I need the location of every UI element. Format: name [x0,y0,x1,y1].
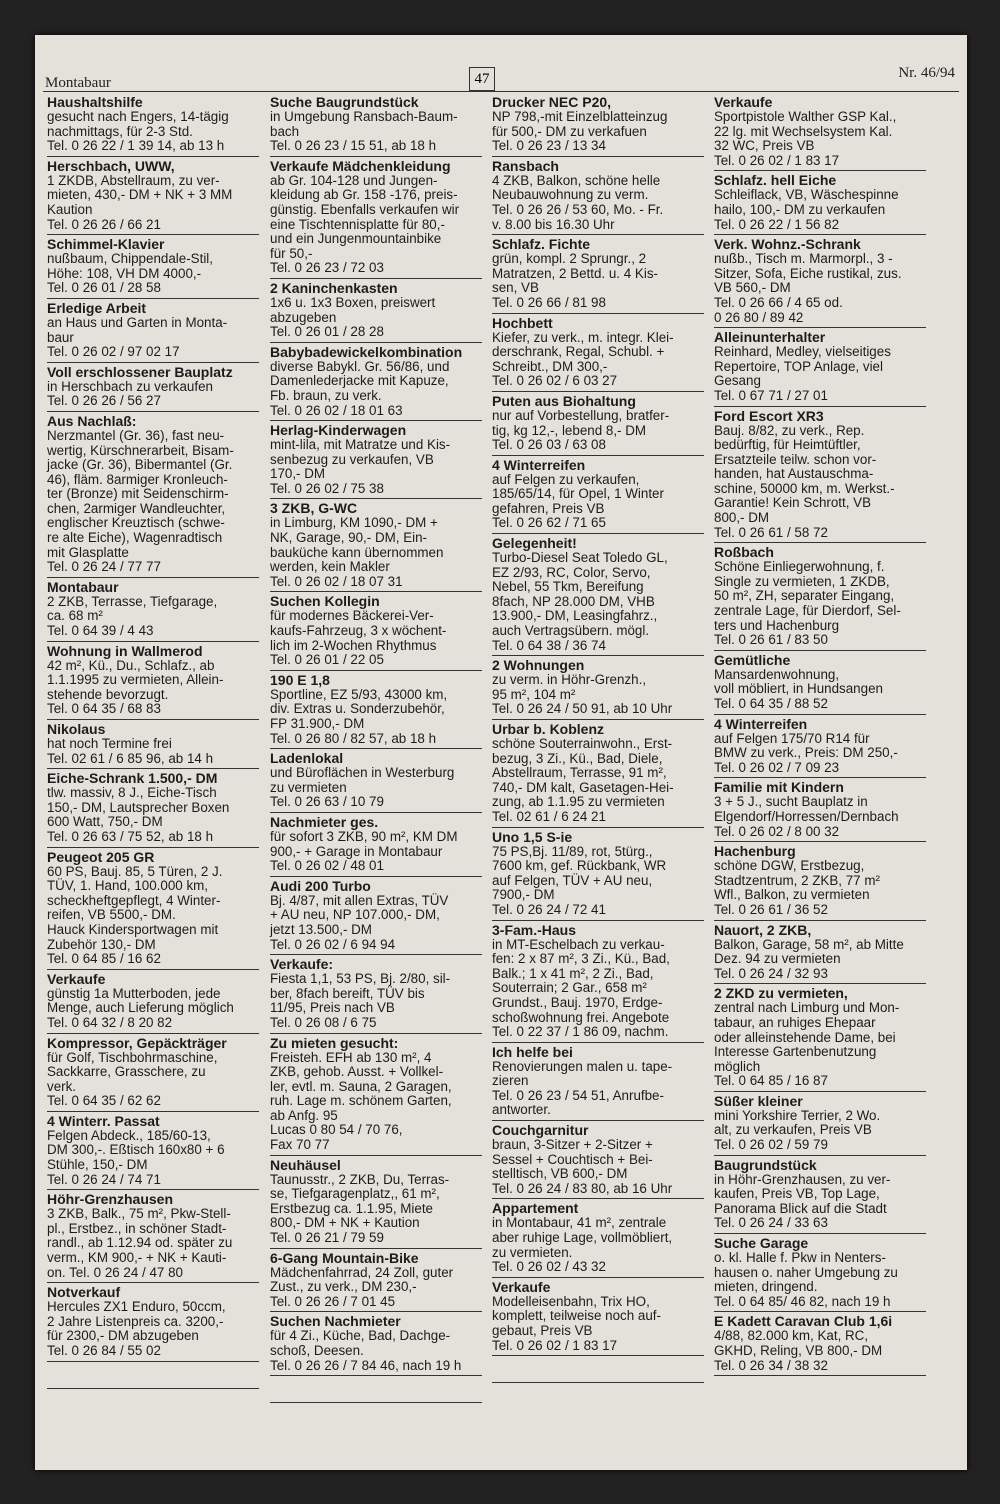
classified-ad [270,159,482,279]
ad-text: Bauj. 8/82, zu verk., Rep. bedürftig, für Heimtüftler, Ersatzteile teilw. schon vor- handen, hat Austauschma- schine, 50000 km, m. Werkst.- Garantie! Kein Schrott, VB 800,- DM [714,422,895,526]
ad-text: o. kl. Halle f. Pkw in Nenters- hausen o. naher Umgebung zu mieten, dringend. [714,1250,898,1295]
ad-headline: Alleinunterhalter [714,329,826,346]
classified-ad [492,722,704,828]
ad-phone: Tel. 0 26 26 / 56 27 [47,393,161,409]
classified-ad [270,281,482,343]
ad-headline: Schlafz. Fichte [492,236,591,253]
classified-ad [714,1094,926,1156]
ad-text: Modelleisenbahn, Trix HO, komplett, teilweise noch auf- gebaut, Preis VB [492,1293,661,1338]
ad-phone: Tel. 0 64 85 / 16 87 [714,1073,828,1089]
ad-phone: Tel. 0 26 63 / 75 52, ab 18 h [47,828,214,844]
classified-ad [47,365,259,412]
ad-text: und Büroflächen in Westerburg zu vermieten [270,765,455,795]
ad-phone: Tel. 0 26 02 / 59 79 [714,1137,828,1153]
ad-phone: Tel. 0 26 02 / 97 02 17 [47,344,180,360]
classified-ad [270,957,482,1033]
classified-ad [714,717,926,779]
ad-phone: Tel. 0 26 02 / 6 03 27 [492,373,618,389]
ad-headline: Suche Garage [714,1235,809,1252]
classified-ad [492,830,704,921]
classified-column-4 [714,95,926,1378]
classified-ad [47,850,259,970]
ad-text: Fiesta 1,1, 53 PS, Bj. 2/80, sil- ber, 8fach bereift, TÜV bis 11/95, Preis nach VB [270,971,451,1016]
classified-ad [47,1114,259,1190]
ad-headline: Aus Nachlaß: [47,412,137,429]
ad-phone: Tel. 0 64 35 / 88 52 [714,696,828,711]
classified-ad [714,409,926,544]
ad-text: 75 PS,Bj. 11/89, rot, 5türg., 7600 km, gef. Rückbank, WR auf Felgen, TÜV + AU neu, 7900,- DM [492,843,667,903]
ad-phone: Tel. 0 26 26 / 7 01 45 [270,1293,396,1309]
ad-phone: Tel. 0 26 02 / 43 32 [492,1259,606,1275]
classified-ad [492,1280,704,1356]
ad-text: für modernes Bäckerei-Ver- kaufs-Fahrzeug, 3 x wöchent- lich im 2-Wochen Rhythmus [270,608,447,653]
classified-ad [47,722,259,769]
ad-headline: Verkaufe: [270,956,334,973]
section-title: Montabaur [45,75,111,91]
ad-phone: Tel. 0 26 01 / 22 05 [270,652,384,668]
ad-text: 3 + 5 J., sucht Bauplatz in Elgendorf/Horressen/Dernbach [714,794,899,824]
ad-phone: Tel. 0 26 26 / 7 84 46, nach 19 h [270,1357,462,1373]
classified-ad [714,844,926,920]
classified-ad [714,1158,926,1234]
ad-text: Sportpistole Walther GSP Kal., 22 lg. mit Wechselsystem Kal. 32 WC, Preis VB [714,109,897,154]
ad-headline: Familie mit Kindern [714,779,844,796]
ad-headline: Notverkauf [47,1284,121,1301]
ad-text: schöne DGW, Erstbezug, Stadtzentrum, 2 ZKB, 77 m² Wfl., Balkon, zu vermieten [714,858,880,903]
ad-text: Sportline, EZ 5/93, 43000 km, div. Extras u. Sonderzubehör, FP 31.900,- DM [270,686,448,731]
ad-text: Schleiflack, VB, Wäschespinne hailo, 100,- DM zu verkaufen [714,187,899,217]
empty-ad-slot [492,1358,704,1383]
ad-text: Freisteh. EFH ab 130 m², 4 ZKB, gehob. Ausst. + Vollkel- ler, evtl. m. Sauna, 2 Garagen, ruh. Lage m. schönem Garten, ab Anfg. 95 Lucas 0 80 54 / 70 76, Fax 70 77 [270,1049,452,1153]
ad-phone: Tel. 0 26 61 / 58 72 [714,524,828,540]
ad-phone: Tel. 0 26 61 / 83 50 [714,632,828,648]
classified-ad [270,751,482,813]
ad-phone: Tel. 02 61 / 6 85 96, ab 14 h [47,750,214,766]
ad-text: Reinhard, Medley, vielseitiges Repertoire, TOP Anlage, viel Gesang [714,344,891,389]
ad-phone: Tel. 0 26 08 / 6 75 [270,1014,377,1030]
classified-ad [492,1201,704,1277]
ad-phone: Tel. 0 64 38 / 36 74 [492,637,606,653]
classified-ad [270,1158,482,1249]
ad-text: für 4 Zi., Küche, Bad, Dachge- schoß, Deesen. [270,1328,451,1358]
ad-text: Renovierungen malen u. tape- zieren Tel. 0 26 23 / 54 51, Anrufbe- antworter. [492,1058,673,1118]
ad-phone: Tel. 0 26 23 / 15 51, ab 18 h [270,138,437,154]
ad-phone: Tel. 0 22 37 / 1 86 09, nachm. [492,1024,669,1040]
ad-headline: 190 E 1,8 [270,671,330,688]
ad-headline: 4 Winterreifen [492,456,586,473]
ad-phone: Tel. 0 64 35 / 68 83 [47,701,161,717]
ad-text: 4 ZKB, Balkon, schöne helle Neubauwohnung zu verm. Tel. 0 26 26 / 53 60, Mo. - Fr. v. 8.00 bis 16.30 Uhr [492,172,664,232]
ad-text: zentral nach Limburg und Mon- tabaur, an ruhiges Ehepaar oder alleinstehende Dame, bei Interesse Gartenbenutzung möglich [714,1000,900,1074]
ad-headline: Schlafz. hell Eiche [714,172,837,189]
classified-ad [270,423,482,499]
ad-headline: 2 ZKD zu vermieten, [714,985,848,1002]
ad-text: 1 ZKDB, Abstellraum, zu ver- mieten, 430,- DM + NK + 3 MM Kaution [47,172,233,217]
ad-text: braun, 3-Sitzer + 2-Sitzer + Sessel + Couchtisch + Bei- stelltisch, VB 600,- DM [492,1137,653,1182]
ad-phone: Tel. 0 26 21 / 79 59 [270,1230,384,1246]
classified-ad [270,815,482,877]
ad-text: Turbo-Diesel Seat Toledo GL, EZ 2/93, RC, Color, Servo, Nebel, 55 Tkm, Bereifung 8fach, NP 28.000 DM, VHB 13.900,- DM, Leasingfahrz., auch Vertragsübern. mögl. [492,550,668,639]
classified-ad [714,237,926,328]
ad-text: nußb., Tisch m. Marmorpl., 3 - Sitzer, Sofa, Eiche rustikal, zus. VB 560,- DM Tel. 0 26 66 / 4 65 od. [714,251,902,310]
ad-headline: Peugeot 205 GR [47,848,155,865]
classified-ad [47,580,259,642]
ad-headline: Hochbett [492,314,553,331]
ad-headline: Appartement [492,1200,579,1217]
ad-text: nur auf Vorbestellung, bratfer- tig, kg 12,-, lebend 8,- DM [492,407,670,438]
classified-ad [492,458,704,534]
ad-headline: Gemütliche [714,651,791,668]
issue-number: Nr. 46/94 [898,65,955,81]
ad-text: mint-lila, mit Matratze und Kis- senbezug zu verkaufen, VB 170,- DM [270,437,451,482]
ad-headline: Puten aus Biohaltung [492,392,636,409]
classified-ad [47,95,259,157]
ad-headline: Voll erschlossener Bauplatz [47,363,233,380]
ad-text: 1x6 u. 1x3 Boxen, preiswert abzugeben [270,294,436,325]
ad-text: tlw. massiv, 8 J., Eiche-Tisch 150,- DM, Lautsprecher Boxen 600 Watt, 750,- DM [47,785,230,830]
ad-headline: 4 Winterreifen [714,715,808,732]
ad-headline: Ford Escort XR3 [714,407,824,424]
ad-phone: Tel. 0 26 02 / 7 09 23 [714,759,840,775]
classified-ad [47,972,259,1034]
classified-column-3 [492,95,704,1385]
ad-phone: Tel. 0 26 24 / 33 63 [714,1215,828,1231]
classified-ad [47,414,259,578]
ad-phone: Tel. 0 64 85 / 16 62 [47,951,161,967]
classified-ad [270,95,482,157]
ad-headline: Nachmieter ges. [270,813,379,830]
ad-text: Felgen Abdeck., 185/60-13, DM 300,-. Eßtisch 160x80 + 6 Stühle, 150,- DM [47,1127,225,1173]
ad-headline: Höhr-Grenzhausen [47,1191,174,1208]
ad-text: gesucht nach Engers, 14-tägig nachmittags, für 2-3 Std. [47,109,229,139]
ad-headline: Suche Baugrundstück [270,94,419,110]
ad-text: in Montabaur, 41 m², zentrale aber ruhige Lage, vollmöbliert, zu vermieten. [492,1215,673,1260]
ad-headline: Erledige Arbeit [47,299,147,316]
ad-phone: Tel. 0 26 03 / 63 08 [492,437,606,453]
ad-text: nußbaum, Chippendale-Stil, Höhe: 108, VH DM 4000,- [47,251,213,281]
classified-ad [714,1236,926,1312]
ad-text: in Höhr-Grenzhausen, zu ver- kaufen, Preis VB, Top Lage, Panorama Blick auf die Stadt [714,1171,891,1216]
ad-headline: Nikolaus [47,721,106,737]
classified-ad [714,330,926,406]
classified-ad [492,316,704,392]
ad-phone: Tel. 0 26 24 / 83 80, ab 16 Uhr [492,1180,673,1196]
ad-phone: Tel. 0 26 02 / 6 94 94 [270,936,396,952]
ad-phone: Tel. 0 26 02 / 18 01 63 [270,402,403,418]
classified-ad [714,780,926,842]
ad-headline: Hachenburg [714,843,796,860]
classified-ad [270,1314,482,1376]
ad-text: Hercules ZX1 Enduro, 50ccm, 2 Jahre Listenpreis ca. 3200,- für 2300,- DM abzugeben [47,1299,226,1344]
ad-text: in Umgebung Ransbach-Baum- bach [270,109,458,139]
ad-phone: Tel. 0 26 34 / 38 32 [714,1357,828,1373]
classified-ad [492,1045,704,1121]
ad-phone: Tel. 0 26 24 / 74 71 [47,1171,161,1187]
ad-phone: Tel. 0 26 61 / 36 52 [714,901,828,917]
classified-ad [714,1314,926,1376]
ad-text: in Herschbach zu verkaufen [47,378,213,394]
ad-text: NP 798,-mit Einzelblatteinzug für 500,- DM zu verkafuen [492,109,668,139]
classified-ad [47,159,259,235]
ad-phone: Tel. 0 26 24 / 77 77 [47,559,161,575]
ad-headline: Verkaufe [47,970,106,987]
ad-headline: 3 ZKB, G-WC [270,500,358,517]
classified-ad [714,653,926,715]
ad-headline: Gelegenheit! [492,535,577,552]
ad-text: auf Felgen 175/70 R14 für BMW zu verk., Preis: DM 250,- [714,730,898,761]
classified-ad [270,345,482,421]
ad-text: für Golf, Tischbohrmaschine, Sackkarre, Grasschere, zu verk. [47,1049,218,1094]
ad-phone: Tel. 0 26 23 / 72 03 [270,260,384,276]
classified-ad [492,923,704,1043]
classified-ad [714,173,926,235]
ad-text: 2 ZKB, Terrasse, Tiefgarage, ca. 68 m² [47,593,218,624]
ad-text: Mädchenfahrrad, 24 Zoll, guter Zust., zu verk., DM 230,- [270,1264,454,1295]
classified-ad [492,95,704,157]
classified-ad [714,986,926,1092]
ad-headline: Verkaufe [492,1278,551,1295]
classified-ad [47,1036,259,1112]
ad-headline: Roßbach [714,544,774,561]
classified-ad [492,159,704,235]
ad-headline: 4 Winterr. Passat [47,1112,160,1129]
ad-phone: Tel. 0 26 84 / 55 02 [47,1343,161,1358]
ad-text: Kiefer, zu verk., m. integr. Klei- derschrank, Regal, Schubl. + Schreibt., DM 300,- [492,329,674,374]
ad-phone: Tel. 0 26 66 / 81 98 [492,294,606,310]
ad-text: für sofort 3 ZKB, 90 m², KM DM 900,- + Garage in Montabaur [270,828,458,859]
ad-headline: Ransbach [492,157,559,174]
ad-phone: Tel. 0 64 32 / 8 20 82 [47,1014,173,1030]
ad-phone: Tel. 0 26 02 / 1 83 17 [714,152,840,168]
classified-ad [492,536,704,656]
ad-phone: Tel. 0 64 85/ 46 82, nach 19 h [714,1293,891,1309]
ad-headline: Suchen Nachmieter [270,1313,401,1330]
ad-text: Schöne Einliegerwohnung, f. Single zu vermieten, 1 ZKDB, 50 m², ZH, separater Eingang, zentrale Lage, für Dierdorf, Sel- ters und Hachenburg [714,559,901,633]
ad-headline: Urbar b. Koblenz [492,721,605,737]
ad-headline: Ich helfe bei [492,1043,573,1060]
classified-ad [47,771,259,847]
classified-ad [492,658,704,720]
ad-headline: Haushaltshilfe [47,94,143,110]
ad-headline: Nauort, 2 ZKB, [714,921,812,938]
ad-phone: Tel. 0 26 01 / 28 28 [270,324,384,340]
ad-headline: Eiche-Schrank 1.500,- DM [47,770,218,787]
ad-text: Mansardenwohnung, voll möbliert, in Hundsangen [714,666,883,697]
ad-headline: Babybadewickelkombination [270,343,463,360]
classified-ad [47,237,259,299]
newspaper-page [35,35,967,1470]
ad-text: günstig 1a Mutterboden, jede Menge, auch Lieferung möglich [47,985,234,1016]
ad-headline: 3-Fam.-Haus [492,921,577,938]
classified-ad [714,923,926,985]
ad-phone: Tel. 0 26 22 / 1 56 82 [714,216,840,232]
classified-column-2 [270,95,482,1405]
empty-ad-slot [47,1364,259,1389]
ad-headline: 2 Kaninchenkasten [270,279,398,296]
ad-phone: Tel. 0 26 02 / 75 38 [270,480,384,496]
ad-text: Taunusstr., 2 ZKB, Du, Terras- se, Tiefgaragenplatz,, 61 m², Erstbezug ca. 1.1.95, Miete 800,- DM + NK + Kaution [270,1171,450,1231]
ad-phone: Tel. 0 64 35 / 62 62 [47,1093,161,1109]
ad-headline: Couchgarnitur [492,1122,589,1139]
ad-headline: Audi 200 Turbo [270,877,371,894]
ad-headline: Herlag-Kinderwagen [270,422,407,439]
ad-text: in Limburg, KM 1090,- DM + NK, Garage, 90,- DM, Ein- bauküche kann übernommen werden, kein Makler [270,515,444,575]
ad-text: schöne Souterrainwohn., Erst- bezug, 3 Zi., Kü., Bad, Diele, Abstellraum, Terrasse, 91 m², 740,- DM kalt, Gasetagen-Hei- zung, ab 1.1.95 zu vermieten [492,736,674,810]
classified-ad [270,1036,482,1156]
ad-phone: Tel. 0 26 62 / 71 65 [492,515,606,531]
classified-ad [270,1251,482,1313]
ad-headline: Schimmel-Klavier [47,236,165,253]
ad-headline: Zu mieten gesucht: [270,1034,399,1051]
ad-phone: Tel. 0 26 02 / 18 07 31 [270,573,403,589]
ad-phone: Tel. 0 26 23 / 13 34 [492,138,606,154]
ad-headline: Suchen Kollegin [270,593,380,610]
ad-text: in MT-Eschelbach zu verkau- fen: 2 x 87 m², 3 Zi., Kü., Bad, Balk.; 1 x 41 m², 2 Zi., Bad, Souterrain; 2 Gar., 658 m² Grundst., Bauj. 1970, Erdge- schoßwohnung frei. Angebote [492,936,670,1025]
ad-headline: Verkaufe Mädchenkleidung [270,157,451,174]
classified-ad [714,545,926,651]
ad-headline: Kompressor, Gepäckträger [47,1034,227,1051]
ad-text: 60 PS, Bauj. 85, 5 Türen, 2 J. TÜV, 1. Hand, 100.000 km, scheckheftgepflegt, 4 Winter- reifen, VB 5500,- DM. Hauck Kindersportwagen mit Zubehör 130,- DM [47,863,223,952]
ad-headline: 6-Gang Mountain-Bike [270,1249,419,1266]
ad-headline: Baugrundstück [714,1156,817,1173]
ad-headline: Montabaur [47,578,119,595]
ad-phone: Tel. 0 26 24 / 32 93 [714,965,828,981]
ad-text: diverse Babykl. Gr. 56/86, und Damenlederjacke mit Kapuze, Fb. braun, zu verk. [270,358,450,403]
ad-text: an Haus und Garten in Monta- baur [47,314,228,345]
ad-headline: Ladenlokal [270,750,344,767]
ad-phone: Tel. 0 26 80 / 82 57, ab 18 h [270,730,437,746]
ad-text: 42 m², Kü., Du., Schlafz., ab 1.1.1995 zu vermieten, Allein- stehende bevorzugt. [47,657,224,702]
ad-text: zu verm. in Höhr-Grenzh., 95 m², 104 m² [492,672,647,702]
ad-text: Bj. 4/87, mit allen Extras, TÜV + AU neu, NP 107.000,- DM, jetzt 13.500,- DM [270,892,449,937]
classified-ad [270,594,482,670]
ad-phone: Tel. 0 26 24 / 72 41 [492,901,606,917]
ad-phone: Tel. 0 26 02 / 8 00 32 [714,823,840,839]
classified-column-1 [47,95,259,1391]
ad-headline: Süßer kleiner [714,1092,803,1109]
ad-headline: Wohnung in Wallmerod [47,642,203,659]
ad-headline: Verk. Wohnz.-Schrank [714,236,861,253]
classified-ad [492,394,704,456]
ad-text: ab Gr. 104-128 und Jungen- kleidung ab Gr. 158 -176, preis- günstig. Ebenfalls verkaufen wir eine Tischtennisplatte für 80,- und ein Jungenmountainbike für 50,- [270,172,460,261]
ad-phone: Tel. 0 67 71 / 27 01 [714,387,828,403]
ad-text: auf Felgen zu verkaufen, 185/65/14, für Opel, 1 Winter gefahren, Preis VB [492,471,664,516]
ad-phone: Tel. 0 26 22 / 1 39 14, ab 13 h [47,138,225,154]
ad-headline: Uno 1,5 S-ie [492,828,573,845]
ad-phone: Tel. 0 26 63 / 10 79 [270,794,384,810]
ad-phone: Tel. 0 64 39 / 4 43 [47,623,154,639]
empty-ad-slot [270,1378,482,1403]
ad-phone: 0 26 80 / 89 42 [714,309,804,325]
ad-phone: Tel. 02 61 / 6 24 21 [492,808,606,824]
ad-phone: Tel. 0 26 02 / 1 83 17 [492,1337,618,1353]
ad-text: mini Yorkshire Terrier, 2 Wo. alt, zu verkaufen, Preis VB [714,1107,881,1138]
classified-ad [270,501,482,592]
classified-ad [492,1123,704,1199]
classified-ad [492,237,704,313]
ad-text: Nerzmantel (Gr. 36), fast neu- wertig, Kürschnerarbeit, Bisam- jacke (Gr. 36), Bibermantel (Gr. 46), fläm. 8armiger Kronleuch- ter (Bronze) mit Seidenschirm- chen, 2armiger Wandleuchter, englischer Kreuztisch (schwe- re alte Eiche), Wagenradtisch mit Glasplatte [47,427,234,560]
ad-text: grün, kompl. 2 Sprungr., 2 Matratzen, 2 Bettd. u. 4 Kis- sen, VB [492,251,658,296]
ad-phone: Tel. 0 26 26 / 66 21 [47,216,161,232]
classified-ad [270,879,482,955]
classified-ad [47,644,259,720]
ad-headline: Herschbach, UWW, [47,157,175,174]
ad-text: 4/88, 82.000 km, Kat, RC, GKHD, Reling, VB 800,- DM [714,1328,883,1358]
ad-phone: Tel. 0 26 01 / 28 58 [47,280,161,296]
page-header [43,67,959,92]
ad-headline: Verkaufe [714,94,773,110]
classified-ad [47,1192,259,1283]
ad-headline: Neuhäusel [270,1156,341,1173]
classified-ad [714,95,926,171]
classified-ad [270,673,482,749]
ad-headline: E Kadett Caravan Club 1,6i [714,1313,893,1330]
ad-phone: Tel. 0 26 24 / 50 91, ab 10 Uhr [492,701,673,717]
ad-text: hat noch Termine frei [47,736,172,751]
classified-ad [47,1285,259,1361]
ad-text: Balkon, Garage, 58 m², ab Mitte Dez. 94 zu vermieten [714,936,904,967]
ad-phone: Tel. 0 26 02 / 48 01 [270,858,384,874]
page-number: 47 [469,67,495,91]
ad-headline: Drucker NEC P20, [492,94,612,110]
ad-headline: 2 Wohnungen [492,657,585,674]
ad-text: 3 ZKB, Balk., 75 m², Pkw-Stell- pl., Erstbez., in schöner Stadt- randl., ab 1.12.94 od. später zu verm., KM 900,- + NK + Kauti- on. Tel. 0 26 24 / 47 80 [47,1206,233,1280]
classified-ad [47,301,259,363]
